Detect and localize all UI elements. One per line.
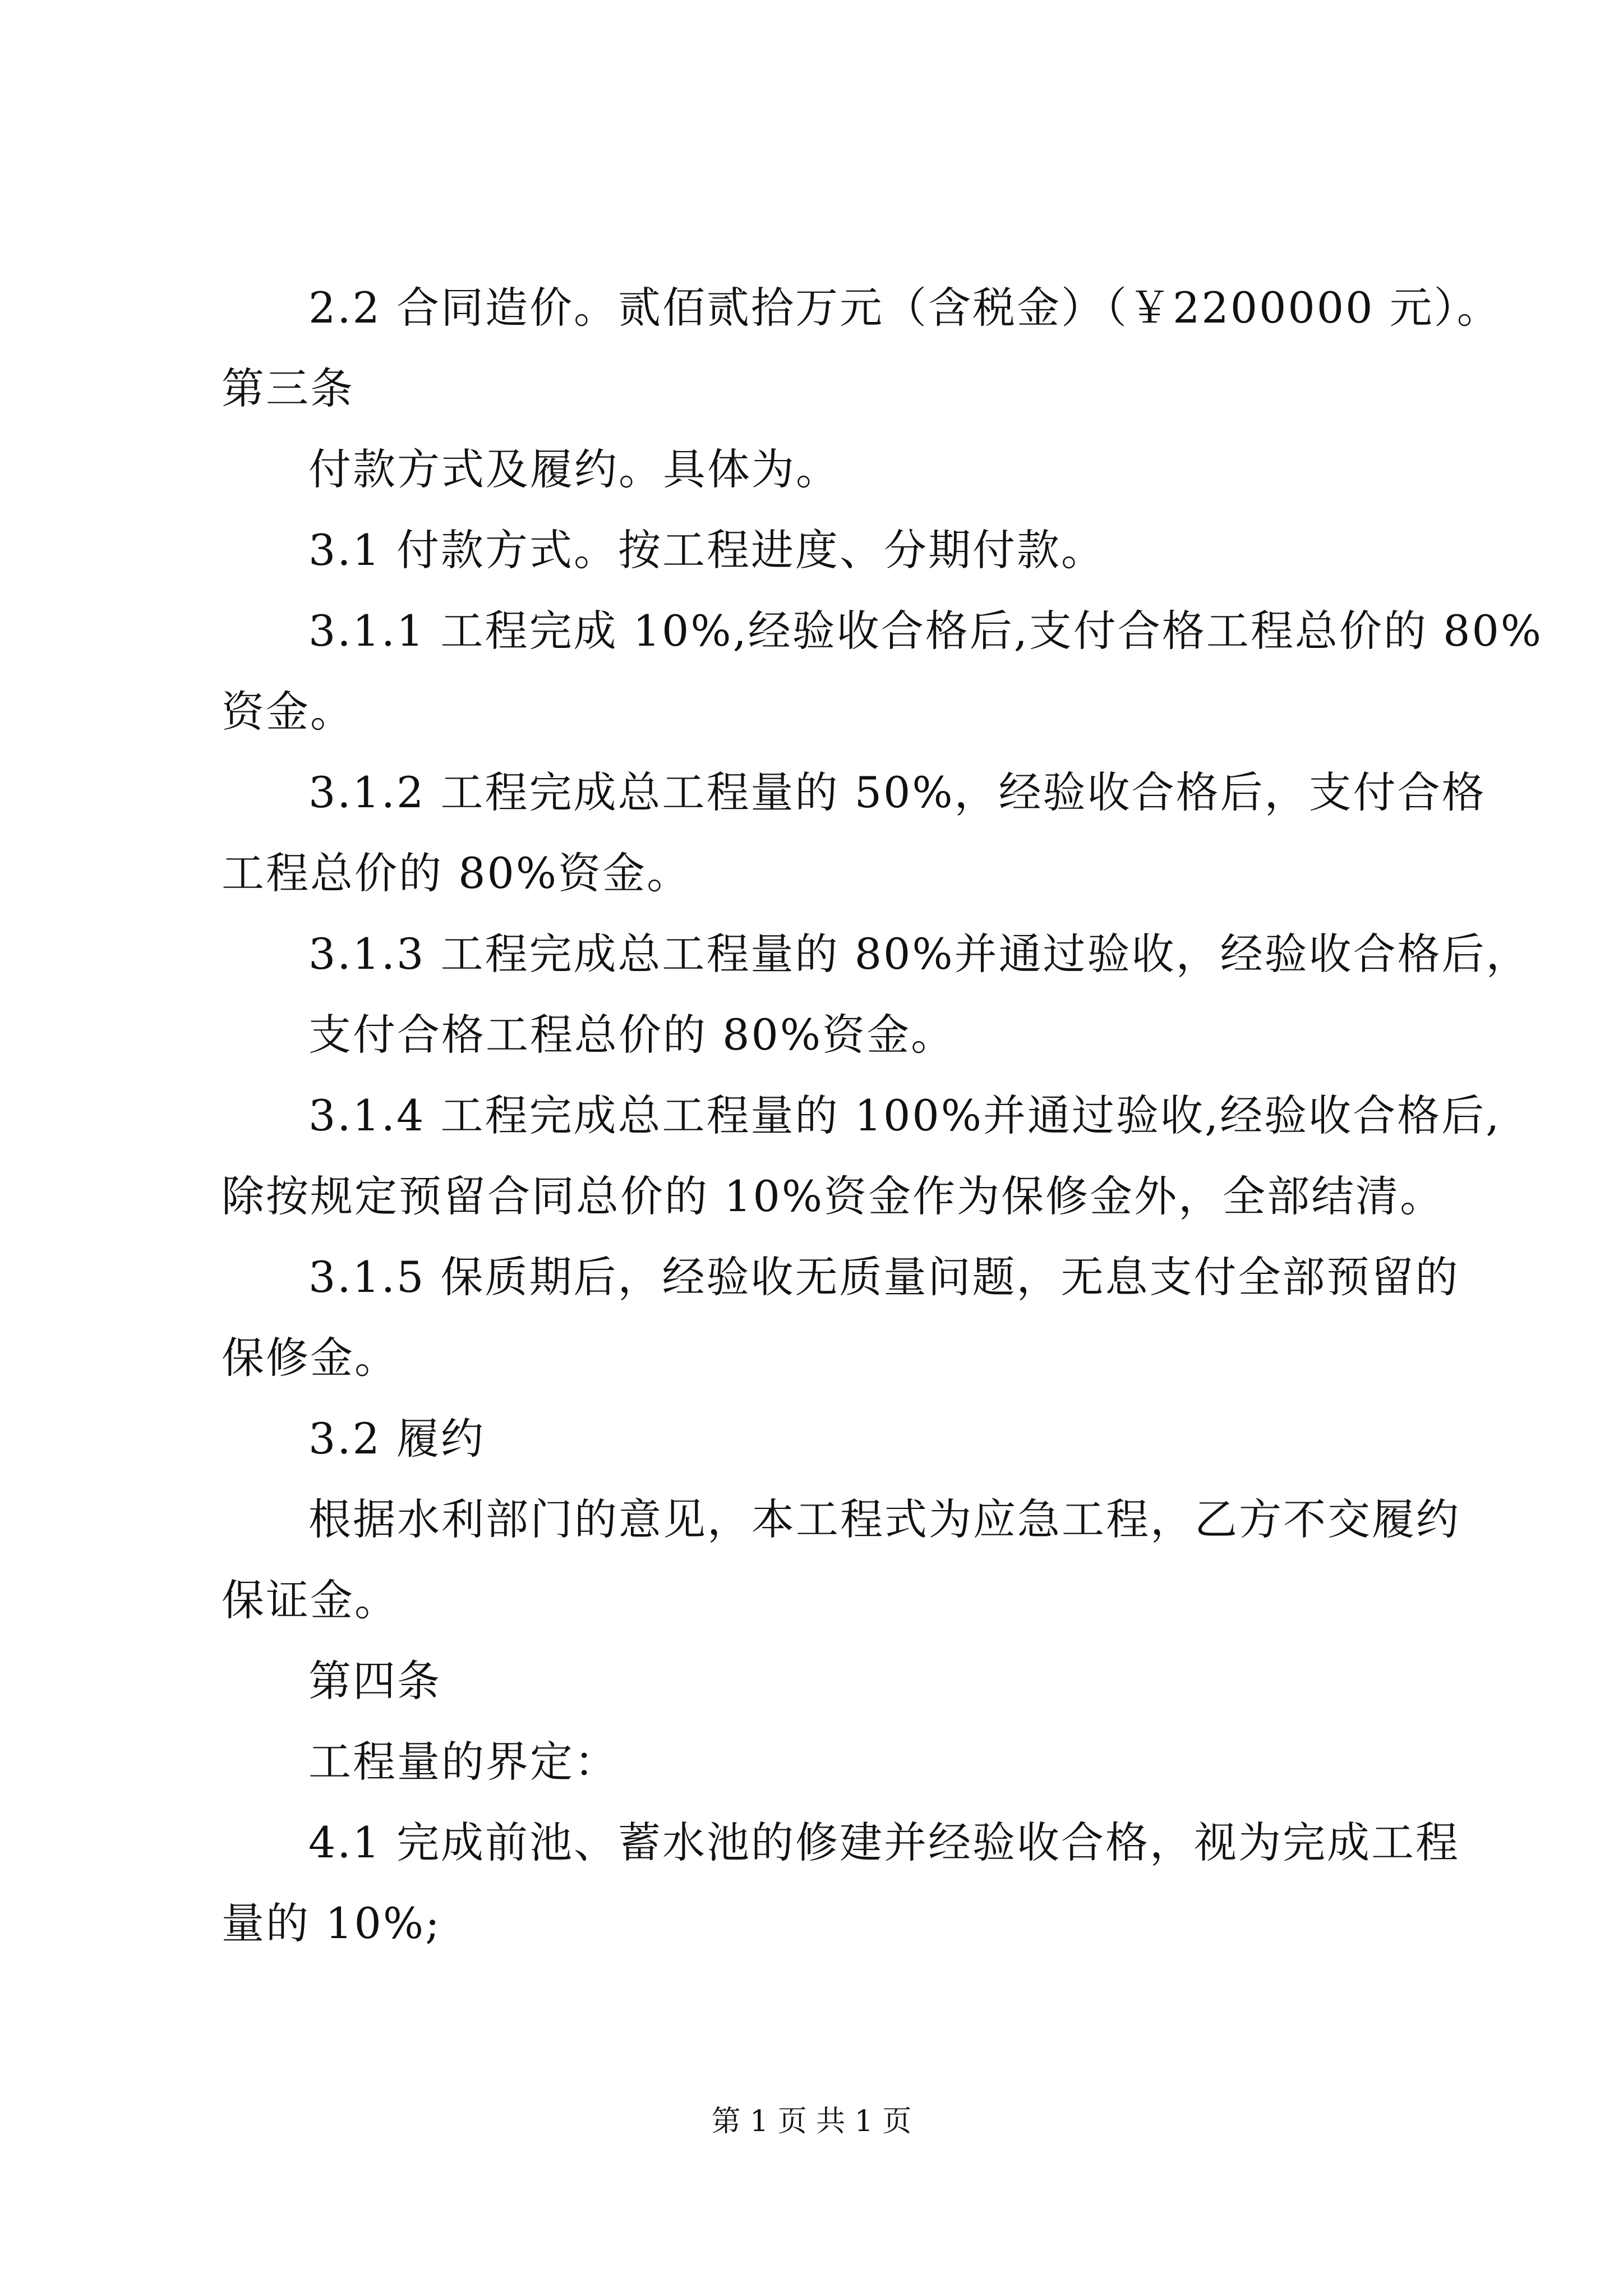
page-number-footer: 第 1 页 共 1 页: [711, 2105, 912, 2138]
article-4-heading: 第四条: [308, 1656, 441, 1706]
clause-3-2-text: 根据水利部门的意见，本工程式为应急工程，乙方不交履约: [308, 1494, 1460, 1544]
contract-body: [222, 268, 1543, 1964]
clause-3-2-text-cont: 保证金。: [222, 1575, 399, 1625]
article-3-heading: 第三条: [222, 364, 354, 413]
clause-3-1-3: 3.1.3 工程完成总工程量的 80%并通过验收，经验收合格后，: [308, 929, 1530, 979]
clause-3-1-5: 3.1.5 保质期后，经验收无质量问题，无息支付全部预留的: [308, 1252, 1460, 1302]
clause-2-2-price: 2.2 合同造价。贰佰贰拾万元（含税金）（￥2200000 元）。: [308, 283, 1501, 333]
clause-3-1-2-cont: 工程总价的 80%资金。: [222, 848, 691, 898]
quantity-definition-intro: 工程量的界定：: [308, 1737, 619, 1787]
clause-3-1: 3.1 付款方式。按工程进度、分期付款。: [308, 525, 1106, 575]
clause-3-1-2: 3.1.2 工程完成总工程量的 50%，经验收合格后，支付合格: [308, 767, 1486, 817]
clause-4-1: 4.1 完成前池、蓄水池的修建并经验收合格，视为完成工程: [308, 1818, 1460, 1867]
clause-3-1-5-cont: 保修金。: [222, 1333, 399, 1383]
clause-3-1-4-cont: 除按规定预留合同总价的 10%资金作为保修金外，全部结清。: [222, 1171, 1445, 1221]
clause-3-1-1-cont: 资金。: [222, 687, 354, 737]
clause-3-1-4: 3.1.4 工程完成总工程量的 100%并通过验收,经验收合格后,: [308, 1091, 1501, 1140]
clause-3-1-3-cont: 支付合格工程总价的 80%资金。: [308, 1010, 956, 1060]
clause-3-1-1: 3.1.1 工程完成 10%,经验收合格后,支付合格工程总价的 80%: [308, 606, 1543, 656]
clause-4-1-cont: 量的 10%;: [222, 1898, 441, 1948]
payment-method-intro: 付款方式及履约。具体为。: [308, 444, 840, 494]
clause-3-2: 3.2 履约: [308, 1414, 486, 1464]
